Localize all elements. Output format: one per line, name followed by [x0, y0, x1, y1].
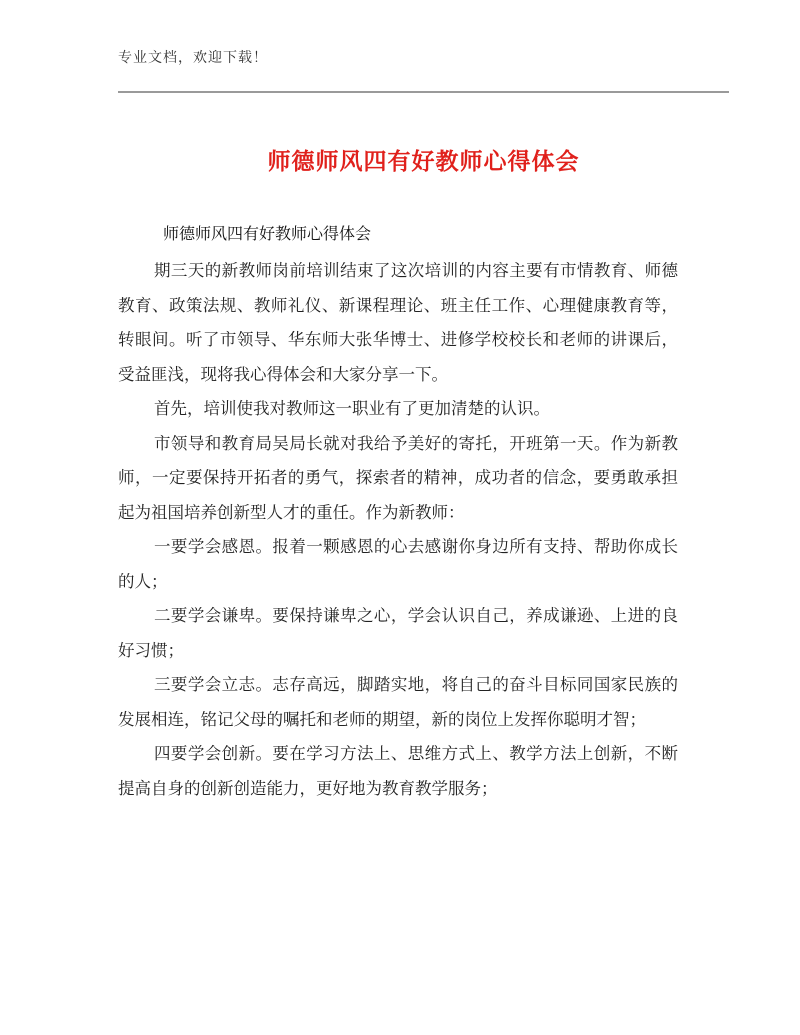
- document-subtitle: 师德师风四有好教师心得体会: [163, 224, 372, 243]
- paragraph-2: 首先，培训使我对教师这一职业有了更加清楚的认识。: [154, 399, 550, 418]
- header-divider: [118, 91, 729, 93]
- paragraph-6: 三要学会立志。志存高远，脚踏实地，将自己的奋斗目标同国家民族的发展相连，铭记父母的嘱托和老师的期望，新的岗位上发挥你聪明才智；: [118, 675, 678, 729]
- paragraph-7: 四要学会创新。要在学习方法上、思维方式上、教学方法上创新，不断提高自身的创新创造能力，更好地为教育教学服务；: [118, 744, 678, 798]
- document-body: [118, 254, 678, 806]
- paragraph-3: 市领导和教育局吴局长就对我给予美好的寄托，开班第一天。作为新教师，一定要保持开拓者的勇气，探索者的精神，成功者的信念，要勇敢承担起为祖国培养创新型人才的重任。作为新教师：: [118, 433, 678, 522]
- document-title: 师德师风四有好教师心得体会: [267, 149, 580, 175]
- paragraph-5: 二要学会谦卑。要保持谦卑之心，学会认识自己，养成谦逊、上进的良好习惯；: [118, 606, 678, 660]
- page-header-text: 专业文档，欢迎下载！: [118, 50, 268, 66]
- paragraph-1: 期三天的新教师岗前培训结束了这次培训的内容主要有市情教育、师德教育、政策法规、教师礼仪、新课程理论、班主任工作、心理健康教育等，转眼间。听了市领导、华东师大张华博士、进修学校校长和老师的讲课后，受益匪浅，现将我心得体会和大家分享一下。: [118, 261, 678, 384]
- paragraph-4: 一要学会感恩。报着一颗感恩的心去感谢你身边所有支持、帮助你成长的人；: [118, 537, 678, 591]
